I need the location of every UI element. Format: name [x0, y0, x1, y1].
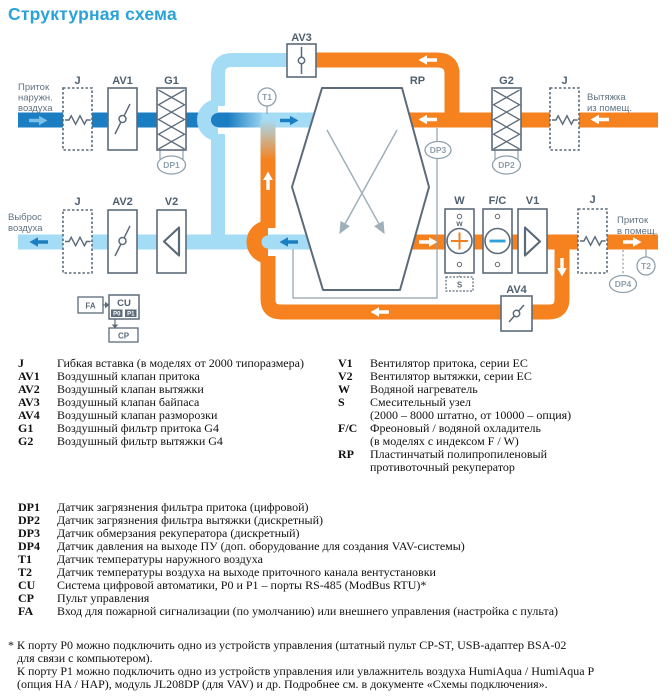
tag-av2: AV2 — [112, 196, 133, 208]
legend-desc: Датчик температуры воздуха на выходе приточного канала вентустановки — [57, 565, 436, 579]
supply-out-label-1: Приток — [617, 215, 649, 226]
legend-desc: (в моделях с индексом F / W) — [370, 434, 519, 448]
tag-g1: G1 — [164, 75, 179, 87]
legend-desc: (2000 – 8000 штатно, от 10000 – опция) — [370, 408, 572, 422]
footnote — [8, 639, 594, 691]
tag-w: W — [454, 195, 465, 207]
legend-term: AV2 — [18, 382, 40, 396]
legend-term: T2 — [18, 565, 33, 579]
tag-fa: FA — [85, 301, 96, 311]
legend-term: G1 — [18, 421, 34, 435]
legend-desc: Вентилятор вытяжки, серии EC — [370, 369, 532, 383]
footnote-line: К порту P1 можно подключить одно из устройств управления или увлажнитель воздуха HumiAqua / HumiAqua P — [17, 664, 595, 678]
legend-desc: Датчик загрязнения фильтра вытяжки (дискретный) — [57, 513, 324, 527]
legend-term: DP1 — [18, 500, 40, 514]
tag-w-small: w — [456, 219, 463, 228]
legend-term: RP — [338, 447, 354, 461]
legend-term: AV1 — [18, 369, 40, 383]
exhaust-out-label-2: воздуха — [8, 223, 43, 234]
exhaust-in-label-2: из помещ. — [587, 103, 632, 114]
box-j-supply-in — [63, 88, 92, 150]
supply-in-label-2: наружн. — [18, 92, 53, 104]
tag-fc: F/C — [488, 195, 507, 207]
legend-term: AV3 — [18, 395, 40, 409]
tag-j2: J — [561, 75, 568, 87]
duct-defrost-gradient — [261, 120, 276, 160]
legend-term: CP — [18, 591, 34, 605]
supply-in-label-3: воздуха — [18, 103, 53, 114]
footnote-line: * К порту P0 можно подключить одно из устройств управления (штатный пульт CP-ST, USB-адаптер BSA-02 — [8, 638, 567, 652]
legend-desc: Воздушный фильтр вытяжки G4 — [57, 434, 223, 448]
page-title: Структурная схема — [8, 4, 177, 24]
footnote-line: (опция HA / HAP), модуль JL208DP (для VAV) и др. Подробнее см. в документе «Схемы подключения». — [17, 677, 548, 691]
supply-out-label-2: в помещ. — [617, 226, 658, 237]
tag-j3: J — [74, 196, 81, 208]
legend-desc: Воздушный клапан байпаса — [57, 395, 200, 409]
tag-rp: RP — [409, 75, 426, 87]
legend-desc: Водяной нагреватель — [370, 382, 478, 396]
footnote-line: для связи с компьютером). — [17, 651, 153, 665]
tag-v2: V2 — [164, 196, 179, 208]
legend-term: DP3 — [18, 526, 40, 540]
legend-desc: Вентилятор притока, серии EC — [370, 356, 528, 370]
tag-cu: CU — [117, 298, 131, 309]
legend-term: J — [18, 356, 24, 370]
legend-desc: Фреоновый / водяной охладитель — [370, 421, 541, 435]
tag-cp: CP — [117, 331, 130, 341]
legend-term: S — [338, 395, 345, 409]
legend-desc: Смесительный узел — [370, 395, 471, 409]
legend-components-left — [18, 357, 304, 448]
legend-term: CU — [18, 578, 36, 592]
supply-in-label-1: Приток — [18, 82, 50, 93]
legend-desc: Пластинчатый полипропиленовый — [370, 447, 547, 461]
legend-desc: Датчик обмерзания рекуператора (дискретный) — [57, 526, 300, 540]
legend-term: V2 — [338, 369, 353, 383]
legend-desc: Система цифровой автоматики, P0 и P1 – порты RS-485 (ModBus RTU)* — [57, 578, 427, 592]
legend-desc: Датчик температуры наружного воздуха — [57, 552, 263, 566]
dp2-label: DP2 — [498, 160, 515, 170]
tag-av1: AV1 — [112, 75, 133, 87]
dp3-label: DP3 — [429, 145, 447, 155]
box-j-exhaust-in — [550, 88, 579, 150]
legend-term: FA — [18, 604, 34, 618]
legend-desc: Воздушный клапан разморозки — [57, 408, 218, 422]
legend-term: G2 — [18, 434, 34, 448]
legend-desc: Датчик загрязнения фильтра притока (цифровой) — [57, 500, 309, 514]
tag-av3: AV3 — [291, 32, 312, 44]
legend-components-right — [338, 357, 571, 474]
tag-g2: G2 — [499, 75, 514, 87]
tag-s: S — [456, 280, 463, 290]
dp1-label: DP1 — [163, 160, 180, 170]
legend-term: DP4 — [18, 539, 40, 553]
legend-row — [18, 435, 304, 448]
dp4-label: DP4 — [614, 279, 632, 289]
tag-av4: AV4 — [506, 284, 527, 296]
exhaust-out-label-1: Выброс — [8, 212, 42, 223]
t2-label: T2 — [641, 261, 651, 271]
tag-j4: J — [589, 194, 596, 206]
legend-desc: Воздушный клапан притока — [57, 369, 200, 383]
legend-term: AV4 — [18, 408, 40, 422]
duct-supply-gradient — [228, 113, 266, 128]
tag-p0: P0 — [113, 311, 121, 318]
legend-term: F/C — [338, 421, 358, 435]
tag-p1: P1 — [127, 311, 135, 318]
legend-desc: Пульт управления — [57, 591, 150, 605]
legend-desc: Воздушный фильтр притока G4 — [57, 421, 219, 435]
tag-j1: J — [74, 75, 81, 87]
t1-label: T1 — [262, 92, 272, 102]
legend-desc: Датчик давления на выходе ПУ (доп. оборудование для создания VAV-системы) — [57, 539, 465, 553]
legend-desc: Воздушный клапан вытяжки — [57, 382, 204, 396]
legend-term — [338, 461, 370, 474]
legend-term: W — [338, 382, 350, 396]
exhaust-in-label-1: Вытяжка — [587, 92, 626, 103]
legend-row — [18, 605, 558, 618]
legend-sensors — [18, 501, 558, 618]
legend-term: DP2 — [18, 513, 40, 527]
legend-desc: Вход для пожарной сигнализации (по умолчанию) или внешнего управления (настройка с пульта) — [57, 604, 559, 618]
legend-desc: противоточный рекуператор — [370, 460, 515, 474]
legend-row — [338, 461, 571, 474]
legend-term: T1 — [18, 552, 33, 566]
tag-v1: V1 — [525, 195, 540, 207]
legend-desc: Гибкая вставка (в моделях от 2000 типоразмера) — [57, 356, 304, 370]
legend-term: V1 — [338, 356, 353, 370]
